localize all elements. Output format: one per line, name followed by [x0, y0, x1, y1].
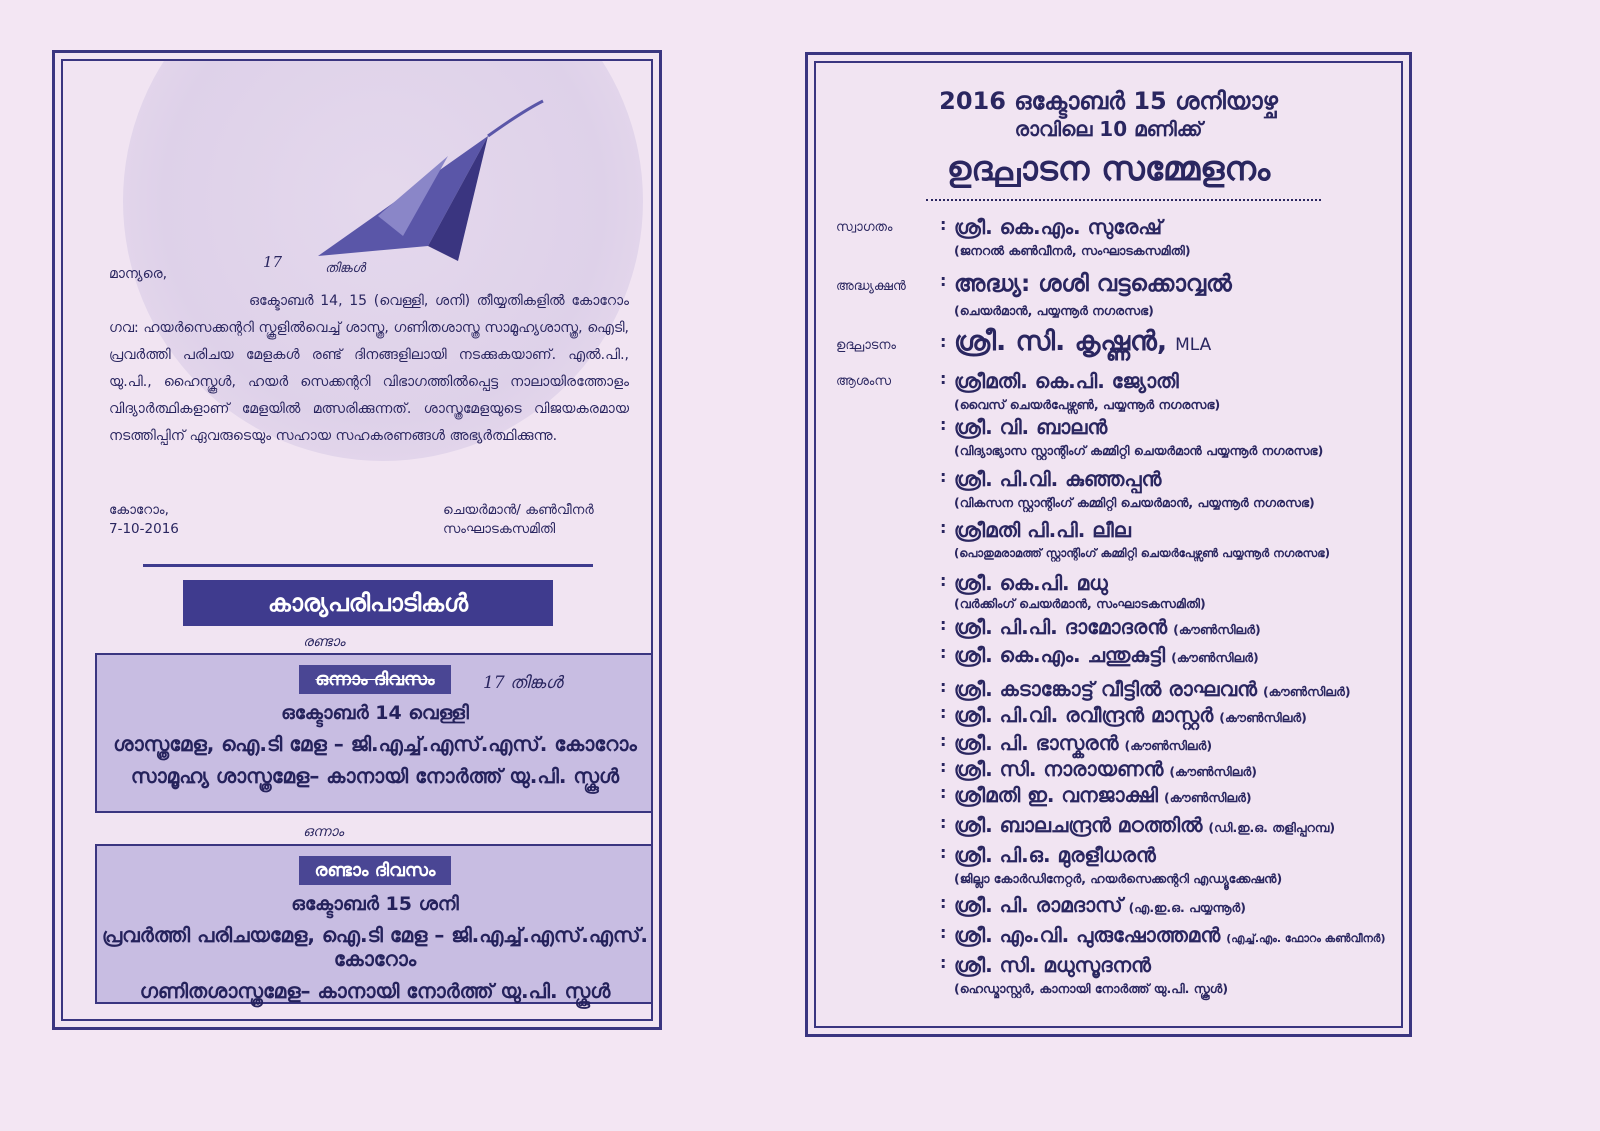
person-name [954, 326, 1211, 358]
person-tag: (എ.ഇ.ഒ. പയ്യന്നൂർ) [1128, 900, 1246, 915]
day2-date: ഒക്ടോബർ 15 ശനി [291, 893, 459, 915]
row-colon: : [940, 215, 947, 234]
row-colon: : [940, 843, 947, 862]
person-name-text: ശ്രീ. സി. നാരായണൻ [954, 757, 1164, 781]
letter-body: ഒക്ടോബർ 14, 15 (വെള്ളി, ശനി) തീയ്യതികളിൽ കോറോം ഗവ: ഹയർസെക്കന്ററി സ്കൂളിൽവെച്ച് ശാസ്ത്ര, ഗണിതശാസ്ത്ര സാമൂഹ്യശാസ്ത്ര, ഐടി, പ്രവർത്തി പരിചയ മേളകൾ രണ്ട് ദിനങ്ങളിലായി നടക്കുകയാണ്. എൽ.പി., യു.പി., ഹൈസ്കൂൾ, ഹയർ സെക്കന്ററി വിഭാഗത്തിൽപ്പെട്ട നാലായിരത്തോളം വിദ്യാർത്ഥികളാണ് മേളയിൽ മത്സരിക്കുന്നത്. ശാസ്ത്രമേളയുടെ വിജയകരമായ നടത്തിപ്പിന് ഏവരുടെയും സഹായ സഹകരണങ്ങൾ അഭ്യർത്ഥിക്കുന്നു. [109, 293, 629, 444]
person-name-text: ശ്രീ. പി. രാമദാസ് [954, 893, 1123, 917]
left-panel [52, 50, 662, 1030]
person-designation: (ജില്ലാ കോർഡിനേറ്റർ, ഹയർസെക്കന്ററി എഡ്യൂക്കേഷൻ) [954, 871, 1283, 886]
person-tag: (കൗൺസിലർ) [1164, 790, 1252, 805]
day2-label: രണ്ടാം ദിവസം [299, 856, 452, 885]
person-name: ശ്രീ. പി.ഒ. മുരളീധരൻ [954, 843, 1156, 867]
person-designation: (പൊതുമരാമത്ത് സ്റ്റാന്റിംഗ് കമ്മിറ്റി ചെയർപേഴ്സൺ പയ്യന്നൂർ നഗരസഭ) [954, 546, 1330, 560]
person-name [954, 757, 1257, 781]
banner-rope [143, 564, 593, 567]
person-tag: (എച്ച്.എം. ഫോറം കൺവീനർ) [1226, 932, 1386, 945]
row-colon: : [940, 923, 947, 942]
row-colon: : [940, 518, 947, 537]
role-label: ഉദ്ഘാടനം [836, 338, 896, 353]
day1-handwritten-date: 17 തിങ്കൾ [483, 673, 563, 693]
person-name [954, 783, 1252, 807]
person-tag: MLA [1175, 335, 1212, 355]
row-colon: : [940, 643, 947, 662]
handwritten-date: 17 [263, 253, 283, 271]
row-colon: : [940, 415, 947, 434]
salutation: മാന്യരെ, [109, 266, 168, 282]
left-panel-frame [61, 59, 653, 1021]
person-name-text: ശ്രീ. സി. കൃഷ്ണൻ, [954, 326, 1168, 357]
signatory-line1: ചെയർമാൻ/ കൺവീനർ [443, 502, 594, 518]
person-name: അദ്ധ്യ: ശശി വട്ടക്കൊവ്വൽ [954, 271, 1232, 297]
day2-line2: ഗണിതശാസ്ത്രമേള– കാനായി നോർത്ത് യു.പി. സ്കൂൾ [139, 979, 611, 1003]
program-banner-title: കാര്യപരിപാടികൾ [183, 580, 553, 626]
day2-line1: പ്രവർത്തി പരിചയമേള, ഐ.ടി മേള – ജി.എച്ച്.എസ്.എസ്. കോറോം [101, 923, 649, 971]
person-name: ശ്രീ. വി. ബാലൻ [954, 415, 1108, 439]
person-name [954, 703, 1307, 727]
person-designation: (വികസന സ്റ്റാന്റിംഗ് കമ്മിറ്റി ചെയർമാൻ, പയ്യന്നൂർ നഗരസഭ) [954, 495, 1315, 510]
person-designation: (വർക്കിംഗ് ചെയർമാൻ, സംഘാടകസമിതി) [954, 596, 1206, 611]
row-colon: : [940, 467, 947, 486]
person-name: ശ്രീ. പി.വി. കുഞ്ഞപ്പൻ [954, 467, 1162, 491]
day1-line2: സാമൂഹ്യ ശാസ്ത്രമേള– കാനായി നോർത്ത് യു.പി. സ്കൂൾ [130, 764, 620, 788]
signatory-line2: സംഘാടകസമിതി [443, 521, 556, 537]
person-name [954, 813, 1335, 837]
row-colon: : [940, 677, 947, 696]
event-date-heading: 2016 ഒക്ടോബർ 15 ശനിയാഴ്ച [939, 87, 1278, 115]
day1-handwritten-correction: രണ്ടാം [303, 634, 345, 650]
person-designation: (ചെയർമാൻ, പയ്യന്നൂർ നഗരസഭ) [954, 303, 1154, 318]
row-colon: : [940, 332, 947, 351]
person-name-text: ശ്രീ. എം.വി. പുരുഷോത്തമൻ [954, 923, 1221, 947]
row-colon: : [940, 757, 947, 776]
row-colon: : [940, 369, 947, 388]
person-name: ശ്രീ. കെ.എം. സുരേഷ് [954, 215, 1163, 239]
day1-label: ഒന്നാം ദിവസം [299, 665, 450, 694]
row-colon: : [940, 953, 947, 972]
person-tag: (കൗൺസിലർ) [1169, 764, 1257, 779]
right-panel [805, 52, 1412, 1037]
event-time-heading: രാവിലെ 10 മണിക്ക് [1014, 117, 1203, 141]
row-colon: : [940, 615, 947, 634]
letter-place-date [109, 501, 179, 539]
person-name-text: ശ്രീ. പി.പി. ദാമോദരൻ [954, 615, 1168, 639]
person-name: ശ്രീമതി. കെ.പി. ജ്യോതി [954, 369, 1179, 393]
handwritten-day: തിങ്കൾ [325, 261, 366, 276]
person-name-text: ശ്രീ. ബാലചന്ദ്രൻ മഠത്തിൽ [954, 813, 1203, 837]
person-designation: (വിദ്യാഭ്യാസ സ്റ്റാന്റിംഗ് കമ്മിറ്റി ചെയർമാൻ പയ്യന്നൂർ നഗരസഭ) [954, 443, 1324, 458]
role-label: ആശംസ [836, 374, 892, 389]
person-name [954, 615, 1261, 639]
right-panel-frame [814, 61, 1403, 1028]
day1-box [95, 653, 653, 813]
row-colon: : [940, 893, 947, 912]
row-colon: : [940, 813, 947, 832]
program-banner [143, 566, 583, 640]
person-tag: (കൗൺസിലർ) [1262, 684, 1351, 699]
person-name [954, 731, 1212, 755]
title-dotted-rule [926, 199, 1321, 201]
person-tag: (കൗൺസിലർ) [1219, 710, 1307, 725]
person-designation: (വൈസ് ചെയർപേഴ്സൺ, പയ്യന്നൂർ നഗരസഭ) [954, 397, 1221, 412]
person-tag: (ഡി.ഇ.ഒ. തളിപ്പറമ്പ) [1208, 820, 1336, 835]
day1-line1: ശാസ്ത്രമേള, ഐ.ടി മേള – ജി.എച്ച്.എസ്.എസ്. കോറോം [113, 732, 637, 756]
person-designation: (ഹെഡ്മാസ്റ്റർ, കാനായി നോർത്ത് യു.പി. സ്കൂൾ) [954, 981, 1229, 996]
letter-place: കോറോം, [109, 502, 169, 518]
inauguration-title: ഉദ്ഘാടന സമ്മേളനം [946, 149, 1271, 189]
person-name [954, 923, 1386, 947]
row-colon: : [940, 731, 947, 750]
person-name [954, 893, 1246, 917]
day2-handwritten-correction: ഒന്നാം [303, 824, 344, 840]
person-tag: (കൗൺസിലർ) [1171, 650, 1259, 665]
letter-signatory [443, 501, 594, 539]
letter-date: 7-10-2016 [109, 521, 179, 537]
person-name [954, 677, 1351, 701]
role-label: സ്വാഗതം [836, 220, 893, 235]
person-designation: (ജനറൽ കൺവീനർ, സംഘാടകസമിതി) [954, 243, 1191, 258]
row-colon: : [940, 271, 947, 290]
person-name: ശ്രീ. സി. മധുസൂദനൻ [954, 953, 1151, 977]
person-name [954, 643, 1259, 667]
paper-plane-icon [308, 96, 548, 276]
role-label: അദ്ധ്യക്ഷൻ [836, 279, 906, 294]
row-colon: : [940, 783, 947, 802]
row-colon: : [940, 703, 947, 722]
person-name-text: ശ്രീ. പി. ഭാസ്കരൻ [954, 731, 1119, 755]
person-name-text: ശ്രീമതി ഇ. വനജാക്ഷി [954, 783, 1159, 807]
person-tag: (കൗൺസിലർ) [1124, 738, 1213, 753]
person-name-text: ശ്രീ. കടാങ്കോട്ട് വീട്ടിൽ രാഘവൻ [954, 677, 1257, 701]
person-name: ശ്രീ. കെ.പി. മധു [954, 571, 1108, 595]
person-tag: (കൗൺസിലർ) [1173, 622, 1261, 637]
day2-box [95, 844, 653, 1004]
row-colon: : [940, 571, 947, 590]
invitation-letter [109, 261, 629, 450]
day1-date: ഒക്ടോബർ 14 വെള്ളി [281, 702, 469, 724]
person-name: ശ്രീമതി പി.പി. ലീല [954, 518, 1131, 542]
person-name-text: ശ്രീ. പി.വി. രവീന്ദ്രൻ മാസ്റ്റർ [954, 703, 1214, 727]
person-name-text: ശ്രീ. കെ.എം. ചന്തുകുട്ടി [954, 643, 1166, 667]
